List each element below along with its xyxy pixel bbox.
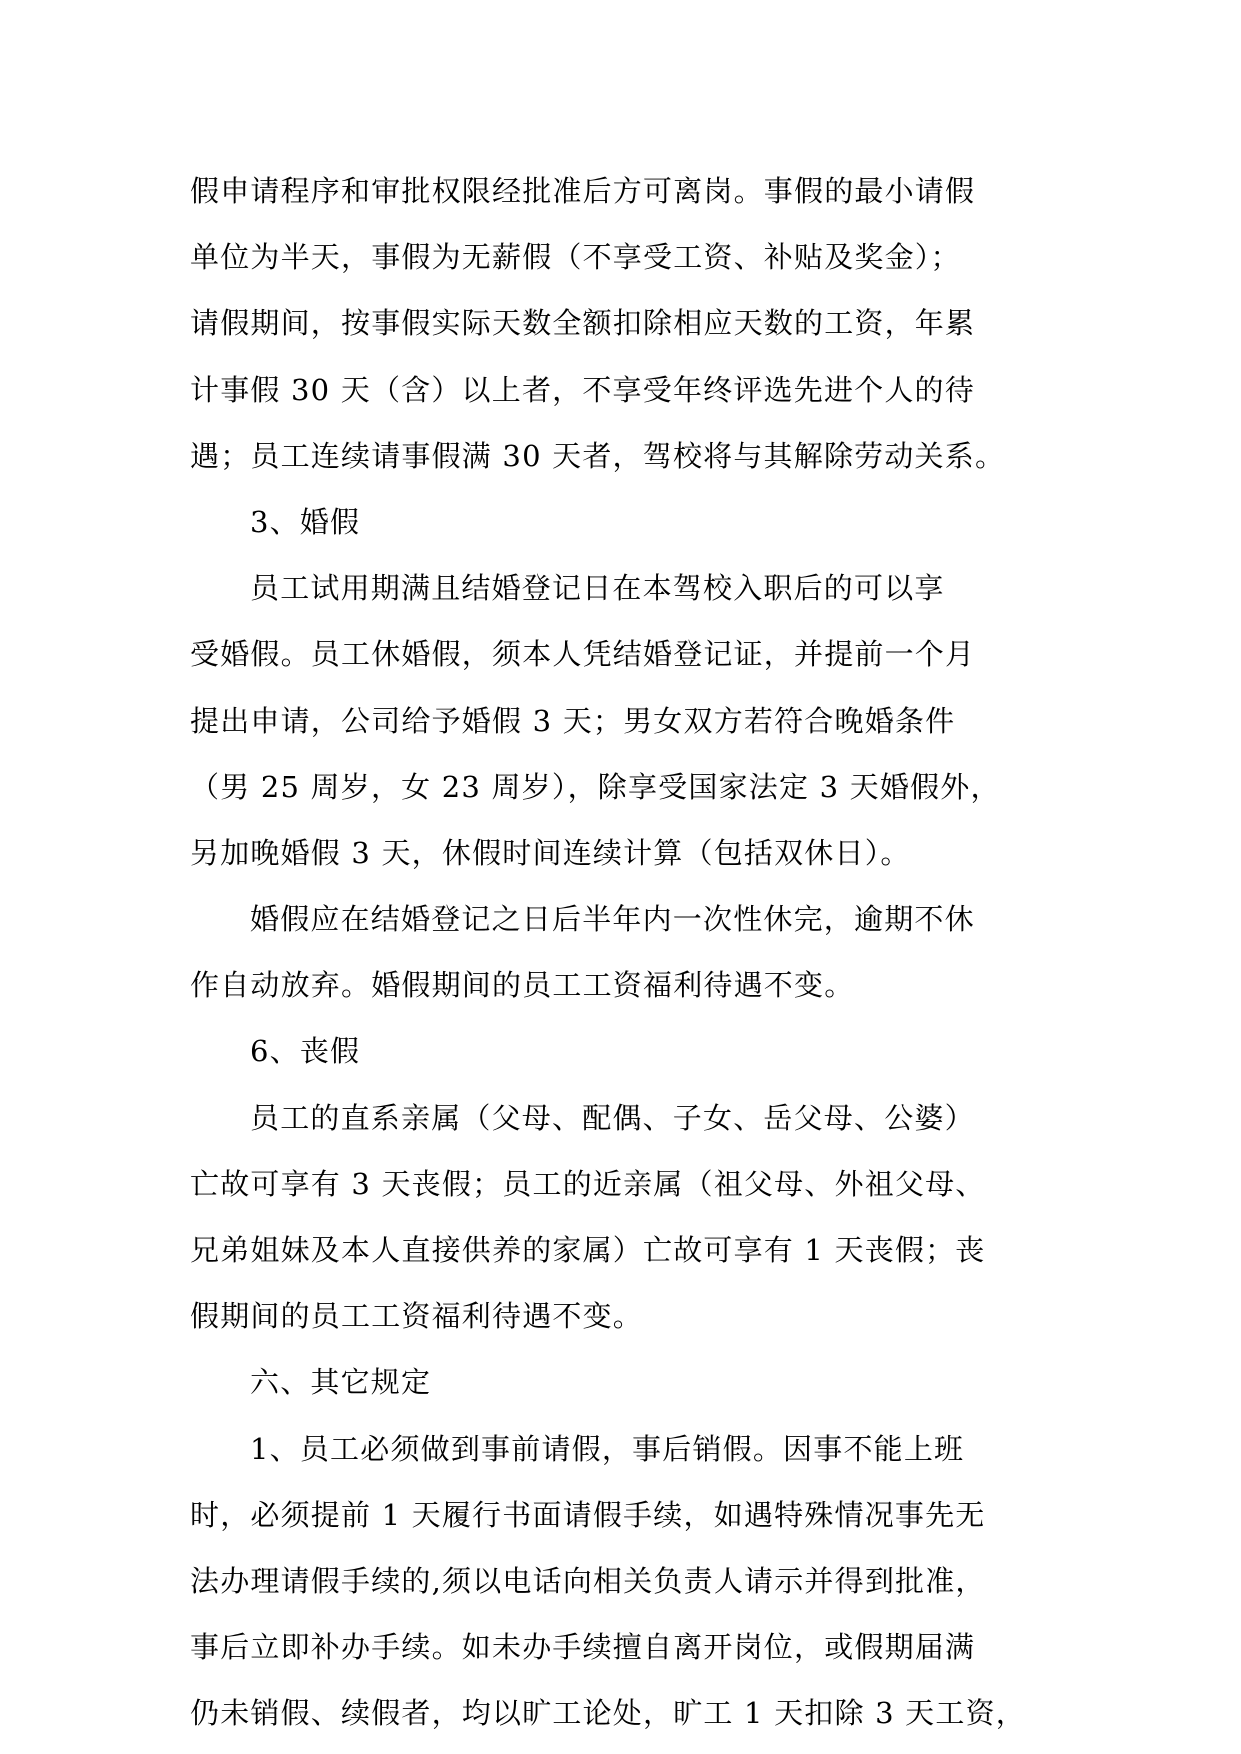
text-line: 员工的直系亲属（父母、配偶、子女、岳父母、公婆） (250, 1100, 975, 1135)
text-line: 仍未销假、续假者，均以旷工论处，旷工 1 天扣除 3 天工资， (190, 1696, 1026, 1731)
text-line: 事后立即补办手续。如未办手续擅自离开岗位，或假期届满 (190, 1630, 976, 1665)
document-body (190, 158, 1050, 1747)
text-line: 请假期间，按事假实际天数全额扣除相应天数的工资，年累 (190, 306, 976, 341)
text-line: 法办理请假手续的,须以电话向相关负责人请示并得到批准， (190, 1563, 986, 1598)
text-line: 婚假应在结婚登记之日后半年内一次性休完，逾期不休 (250, 902, 975, 937)
text-line: 受婚假。员工休婚假，须本人凭结婚登记证，并提前一个月 (190, 637, 976, 672)
text-line: 时，必须提前 1 天履行书面请假手续，如遇特殊情况事先无 (190, 1497, 986, 1532)
text-line: 遇；员工连续请事假满 30 天者，驾校将与其解除劳动关系。 (190, 438, 1006, 473)
text-line: 假申请程序和审批权限经批准后方可离岗。事假的最小请假 (190, 174, 976, 208)
text-line: 计事假 30 天（含）以上者，不享受年终评选先进个人的待 (190, 372, 975, 407)
section-heading-other-rules: 六、其它规定 (250, 1365, 432, 1400)
text-line: 另加晚婚假 3 天，休假时间连续计算（包括双休日）。 (190, 835, 911, 870)
text-line: 作自动放弃。婚假期间的员工工资福利待遇不变。 (190, 968, 855, 1003)
text-line: 1、员工必须做到事前请假，事后销假。因事不能上班 (250, 1431, 965, 1466)
text-line: 提出申请，公司给予婚假 3 天；男女双方若符合晚婚条件 (190, 703, 956, 738)
text-line: 员工试用期满且结婚登记日在本驾校入职后的可以享 (250, 571, 945, 606)
text-line: 假期间的员工工资福利待遇不变。 (190, 1299, 644, 1334)
text-line: 兄弟姐妹及本人直接供养的家属）亡故可享有 1 天丧假；丧 (190, 1233, 986, 1267)
text-line: （男 25 周岁，女 23 周岁），除享受国家法定 3 天婚假外， (190, 769, 1001, 804)
text-line: 单位为半天，事假为无薪假（不享受工资、补贴及奖金）； (190, 240, 961, 275)
section-heading-marriage-leave: 3、婚假 (250, 504, 361, 539)
section-heading-bereavement-leave: 6、丧假 (250, 1034, 361, 1069)
text-line: 亡故可享有 3 天丧假；员工的近亲属（祖父母、外祖父母、 (190, 1166, 986, 1201)
